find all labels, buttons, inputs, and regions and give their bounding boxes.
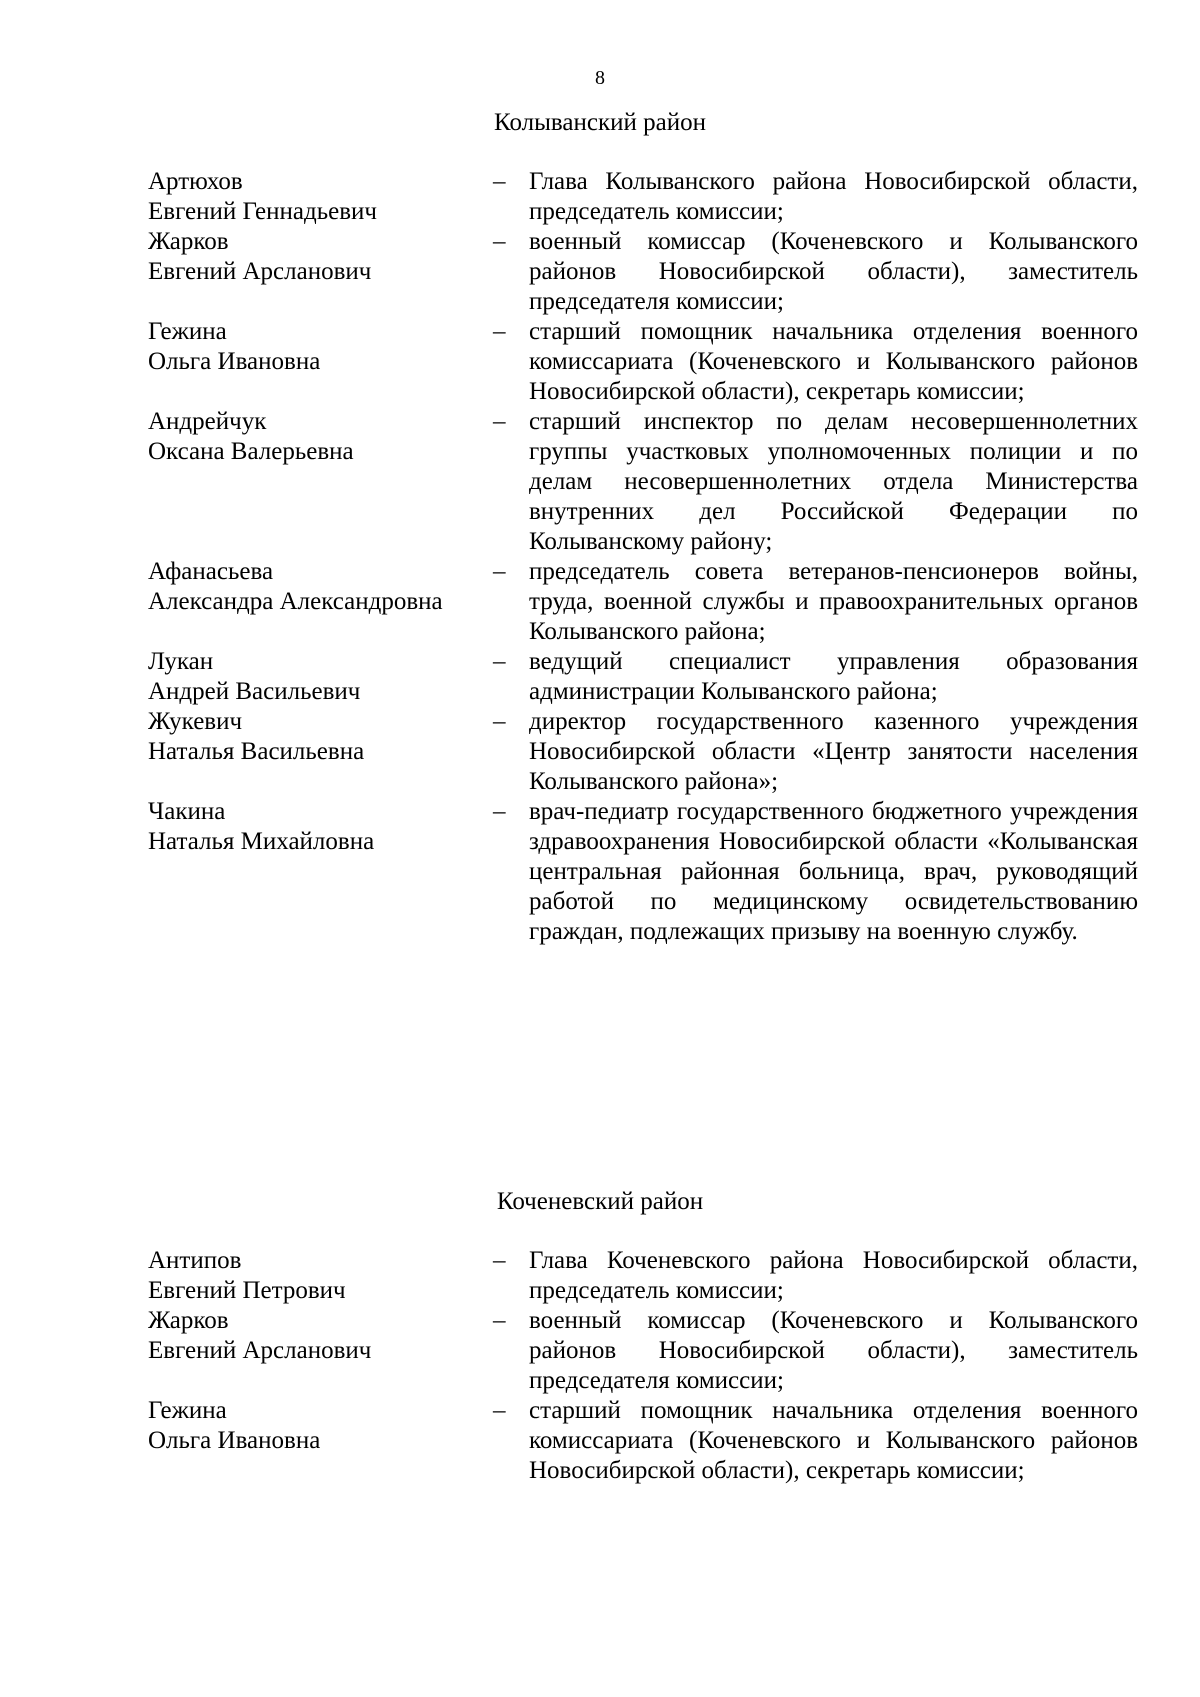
member-position: военный комиссар (Коченевского и Колыванского районов Новосибирской области), заместитель председателя комиссии; [529,228,1138,315]
dash-separator: – [493,228,506,255]
member-entry [148,1306,1138,1396]
member-surname: Лукан [148,648,214,675]
section-title-kochenevo: Коченевский район [496,1188,704,1215]
member-entry [148,1246,1138,1306]
member-name [148,1396,493,1456]
dash-separator: – [493,648,506,675]
member-name [148,1246,493,1306]
member-given-name: Оксана Валерьевна [148,438,354,465]
member-surname: Жарков [148,228,229,255]
section-title-kolyvan: Колыванский район [494,109,706,136]
member-name [148,647,493,707]
member-name [148,557,493,617]
member-surname: Антипов [148,1247,242,1274]
dash-separator: – [493,708,506,735]
member-given-name: Наталья Михайловна [148,828,375,855]
member-position: старший помощник начальника отделения военного комиссариата (Коченевского и Колыванского районов Новосибирской области), секретарь комиссии; [529,1397,1138,1484]
member-given-name: Ольга Ивановна [148,348,321,375]
member-position: врач-педиатр государственного бюджетного учреждения здравоохранения Новосибирской области «Колыванская центральная районная больница, врач, руководящий работой по медицинскому освидетельствованию граждан, подлежащих призыву на военную службу. [529,798,1138,945]
member-position: старший инспектор по делам несовершеннолетних группы участковых уполномоченных полиции и по делам несовершеннолетних отдела Министерства внутренних дел Российской Федерации по Колыванскому району; [529,408,1138,555]
member-entry [148,647,1138,707]
member-surname: Гежина [148,318,227,345]
member-given-name: Евгений Петрович [148,1277,346,1304]
member-position: Глава Коченевского района Новосибирской области, председатель комиссии; [529,1247,1138,1304]
member-name [148,167,493,227]
member-name [148,1306,493,1366]
member-given-name: Евгений Арсланович [148,258,372,285]
member-position: военный комиссар (Коченевского и Колыванского районов Новосибирской области), заместитель председателя комиссии; [529,1307,1138,1394]
member-given-name: Александра Александровна [148,588,443,615]
member-position: директор государственного казенного учреждения Новосибирской области «Центр занятости населения Колыванского района»; [529,708,1138,795]
member-given-name: Андрей Васильевич [148,678,361,705]
member-list-kochenevo [148,1246,1138,1486]
dash-separator: – [493,1397,506,1424]
member-surname: Гежина [148,1397,227,1424]
member-name [148,227,493,287]
member-entry [148,557,1138,647]
dash-separator: – [493,168,506,195]
member-name [148,407,493,467]
member-list-kolyvan [148,167,1138,947]
dash-separator: – [493,558,506,585]
member-position: председатель совета ветеранов-пенсионеров войны, труда, военной службы и правоохранительных органов Колыванского района; [529,558,1138,645]
member-surname: Афанасьева [148,558,274,585]
member-given-name: Ольга Ивановна [148,1427,321,1454]
dash-separator: – [493,1247,506,1274]
member-given-name: Наталья Васильевна [148,738,365,765]
member-surname: Жукевич [148,708,243,735]
member-name [148,707,493,767]
member-entry [148,797,1138,947]
member-position: Глава Колыванского района Новосибирской области, председатель комиссии; [529,168,1138,225]
dash-separator: – [493,798,506,825]
member-surname: Чакина [148,798,226,825]
member-surname: Жарков [148,1307,229,1334]
member-surname: Андрейчук [148,408,267,435]
member-given-name: Евгений Арсланович [148,1337,372,1364]
member-entry [148,407,1138,557]
dash-separator: – [493,408,506,435]
member-entry [148,707,1138,797]
member-name [148,317,493,377]
member-entry [148,167,1138,227]
member-name [148,797,493,857]
member-position: старший помощник начальника отделения военного комиссариата (Коченевского и Колыванского районов Новосибирской области), секретарь комиссии; [529,318,1138,405]
dash-separator: – [493,318,506,345]
member-entry [148,227,1138,317]
member-given-name: Евгений Геннадьевич [148,198,377,225]
dash-separator: – [493,1307,506,1334]
member-entry [148,317,1138,407]
page-number: 8 [595,67,605,89]
member-position: ведущий специалист управления образования администрации Колыванского района; [529,648,1138,705]
member-surname: Артюхов [148,168,243,195]
member-entry [148,1396,1138,1486]
